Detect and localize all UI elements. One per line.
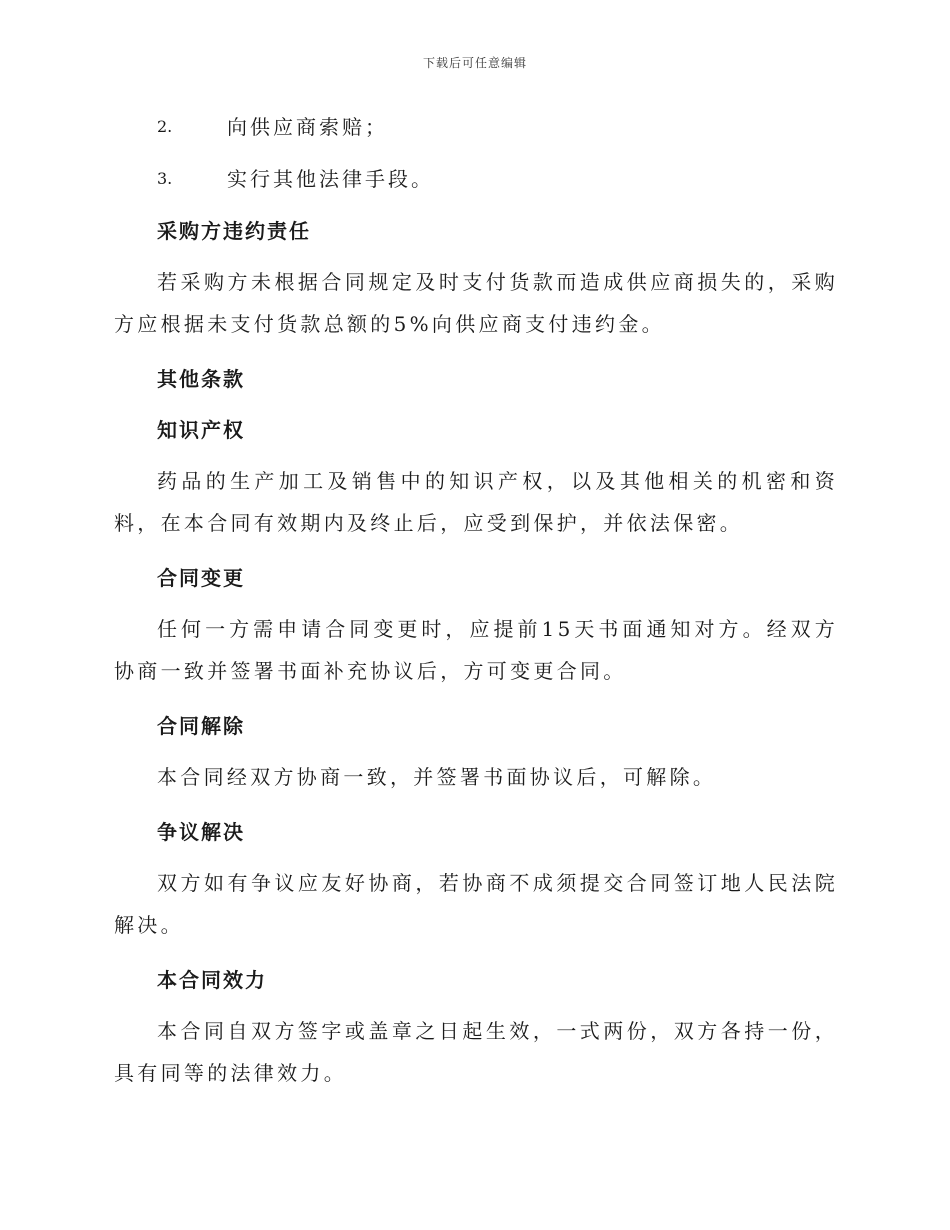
paragraph-termination: 本合同经双方协商一致，并签署书面协议后，可解除。 [157, 765, 717, 789]
list-text: 向供应商索赔； [227, 115, 388, 139]
section-heading-other-terms: 其他条款 [157, 367, 245, 391]
paragraph-validity: 本合同自双方签字或盖章之日起生效，一式两份，双方各持一份，具有同等的法律效力。 [114, 1019, 838, 1085]
list-number: 2. [157, 117, 173, 136]
section-heading-ip: 知识产权 [157, 418, 245, 442]
paragraph-contract-change: 任何一方需申请合同变更时，应提前15天书面通知对方。经双方协商一致并签署书面补充协议后，方可变更合同。 [114, 617, 838, 683]
section-heading-validity: 本合同效力 [157, 968, 267, 992]
list-item [114, 112, 838, 142]
list-number: 3. [157, 169, 173, 188]
document-body [114, 112, 838, 1113]
section-heading-buyer-breach: 采购方违约责任 [157, 219, 311, 243]
page-header: 下载后可任意编辑 [422, 56, 527, 70]
list-text: 实行其他法律手段。 [227, 167, 434, 191]
paragraph-dispute: 双方如有争议应友好协商，若协商不成须提交合同签订地人民法院解决。 [114, 871, 838, 937]
section-heading-dispute: 争议解决 [157, 820, 245, 844]
paragraph-ip: 药品的生产加工及销售中的知识产权，以及其他相关的机密和资料，在本合同有效期内及终止后，应受到保护，并依法保密。 [114, 469, 838, 535]
section-heading-termination: 合同解除 [157, 714, 245, 738]
section-heading-contract-change: 合同变更 [157, 566, 245, 590]
list-item [114, 164, 838, 194]
paragraph-buyer-breach: 若采购方未根据合同规定及时支付货款而造成供应商损失的，采购方应根据未支付货款总额的5%向供应商支付违约金。 [114, 270, 838, 336]
